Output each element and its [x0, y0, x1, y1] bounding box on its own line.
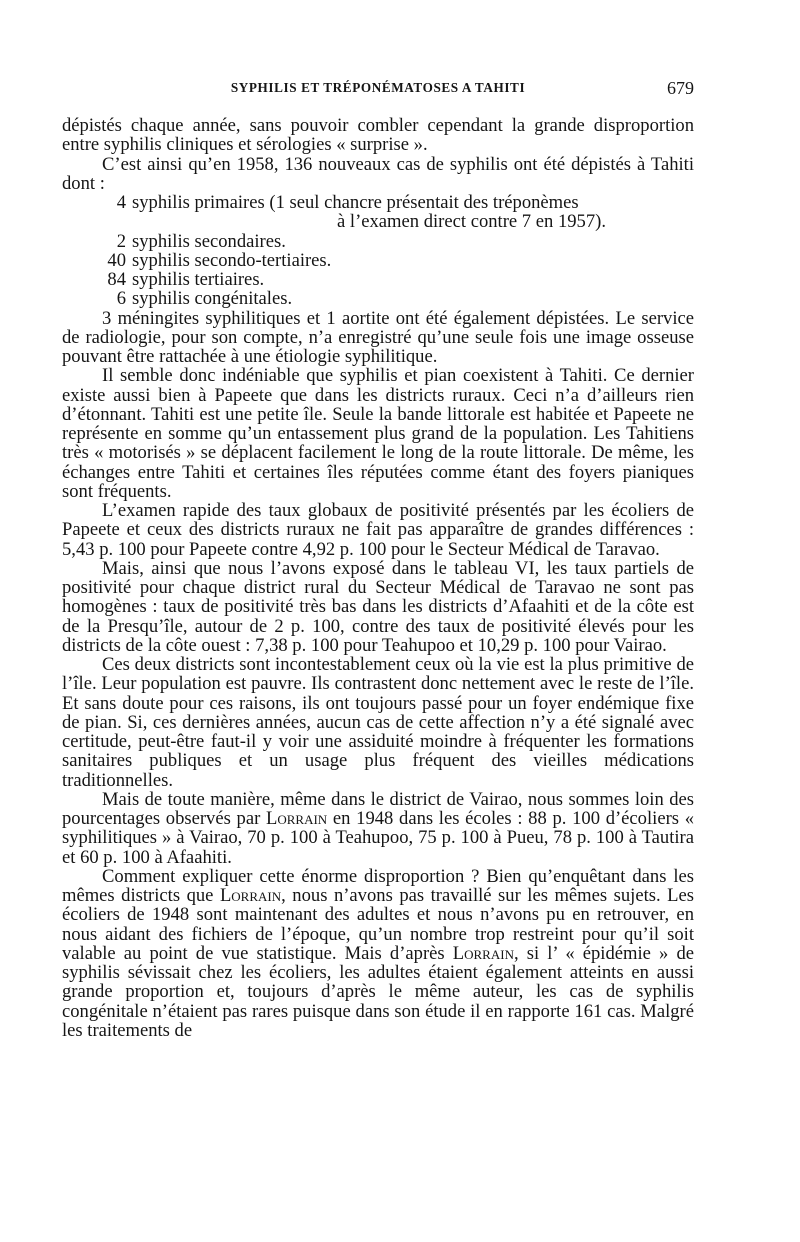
paragraph-8-text-a: Mais de toute manière, même dans le district de Vairao, nous sommes loin des pourcentages observés par	[62, 788, 694, 829]
running-title: SYPHILIS ET TRÉPONÉMATOSES A TAHITI	[230, 80, 526, 95]
paragraph-5: L’examen rapide des taux globaux de positivité présentés par les écoliers de Papeete et ceux des districts ruraux ne fait pas apparaître de grandes différences : 5,43 p. 100 pour Papeete contre 4,92 p. 100 pour le Secteur Médical de Taravao.	[62, 500, 694, 560]
paragraph-8-text-b: en 1948 dans les écoles : 88 p. 100 d’écoliers « syphilitiques » à Vairao, 70 p. 100 à Teahupoo, 75 p. 100 à Pueu, 78 p. 100 à Tautira et 60 p. 100 à Afaahiti.	[62, 808, 694, 868]
paragraph-9-text-b: , nous n’avons pas travaillé sur les mêmes sujets. Les écoliers de 1948 sont maintenant des adultes et nous n’avons pu en retrouver, en nous aidant des fichiers de l’époque, qu’un nombre trop restreint pour qu’il soit valable au point de vue statistique. Mais d’après	[62, 885, 694, 964]
paragraph-6: Mais, ainsi que nous l’avons exposé dans le tableau VI, les taux partiels de positivité pour chaque district rural du Secteur Médical de Taravao ne sont pas homogènes : taux de positivité très bas dans les districts d’Afaahiti et de la côte est de la Presqu’île, autour de 2 p. 100, contre des taux de positivité élevés pour les districts de la côte ouest : 7,38 p. 100 pour Teahupoo et 10,29 p. 100 pour Vairao.	[62, 557, 694, 656]
author-name: Lorrain	[452, 942, 514, 964]
case-count: 40	[107, 249, 126, 271]
paragraph-9-text-a: Comment expliquer cette énorme disproportion ? Bien qu’enquêtant dans les mêmes districts que	[62, 865, 694, 906]
case-count: 4	[116, 192, 126, 213]
case-item-continuation: à l’examen direct contre 7 en 1957).	[337, 211, 606, 233]
paragraph-7: Ces deux districts sont incontestablement ceux où la vie est la plus primitive de l’île. Leur population est pauvre. Ils contrastent donc nettement avec le reste de l’île. Et sans doute pour ces raisons, ils ont toujours passé pour un foyer endémique fixe de pian. Si, ces dernières années, aucun cas de cette affection n’y a été signalé avec certitude, peut-être faut-il y voir une assiduité moindre à fréquenter les formations sanitaires publiques et un usage plus fréquent des vieilles médications traditionnelles.	[62, 654, 694, 791]
paragraph-9	[62, 867, 694, 1040]
case-count: 84	[107, 269, 126, 290]
case-count: 6	[116, 288, 126, 310]
paragraph-4: Il semble donc indéniable que syphilis et pian coexistent à Tahiti. Ce dernier existe aussi bien à Papeete que dans les districts ruraux. Ceci n’a d’ailleurs rien d’étonnant. Tahiti est une petite île. Seule la bande littorale est habitée et Papeete ne représente en somme qu’un entassement plus grand de la population. Les Tahitiens très « motorisés » se déplacent facilement le long de la route littorale. De même, les échanges entre Tahiti et certaines îles réputées comme étant des foyers pianiques sont fréquents.	[62, 365, 694, 502]
case-item	[62, 193, 694, 212]
paragraph-8	[62, 790, 694, 867]
author-name: Lorrain	[266, 808, 328, 829]
paragraph-9-text-c: , si l’ « épidémie » de syphilis sévissait chez les écoliers, les adultes étaient également atteints en aussi grande proportion et, toujours d’après le même auteur, les cas de syphilis congénitale n’étaient pas rares puisque dans son étude il en rapporte 161 cas. Malgré les traitements de	[62, 942, 694, 1041]
case-item	[62, 251, 694, 270]
body-text	[62, 116, 694, 1040]
case-description: syphilis tertiaires.	[132, 269, 265, 290]
case-description: syphilis primaires (1 seul chancre présentait des tréponèmes	[132, 192, 579, 213]
author-name: Lorrain	[219, 885, 282, 906]
case-description: syphilis secondo-tertiaires.	[132, 249, 332, 271]
case-item	[62, 270, 694, 289]
case-list	[62, 193, 694, 309]
page-number: 679	[667, 78, 694, 98]
case-item	[62, 289, 694, 308]
paragraph-2: C’est ainsi qu’en 1958, 136 nouveaux cas de syphilis ont été dépistés à Tahiti dont :	[62, 153, 694, 194]
running-head	[62, 78, 694, 102]
paragraph-3: 3 méningites syphilitiques et 1 aortite ont été également dépistées. Le service de radiologie, pour son compte, n’a enregistré qu’une seule fois une image osseuse pouvant être rattachée à une étiologie syphilitique.	[62, 307, 694, 367]
case-description: syphilis secondaires.	[132, 230, 286, 252]
case-description: syphilis congénitales.	[132, 288, 293, 310]
case-count: 2	[116, 230, 126, 252]
case-item	[62, 232, 694, 251]
paragraph-1: dépistés chaque année, sans pouvoir combler cependant la grande disproportion entre syphilis cliniques et sérologies « surprise ».	[62, 115, 694, 156]
